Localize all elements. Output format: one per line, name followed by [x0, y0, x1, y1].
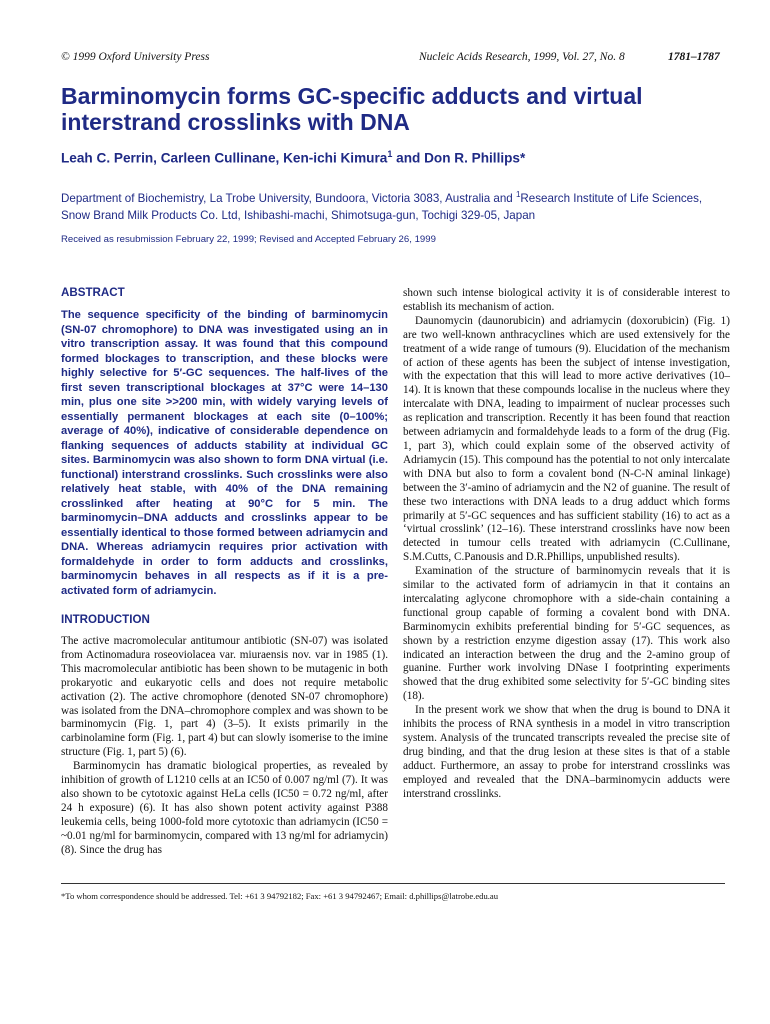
intro-paragraph-2: Barminomycin has dramatic biological properties, as revealed by inhibition of growth of L1210 cells at an IC50 of 0.007 ng/ml (7). It was also shown to be cytotoxic against HeLa cells (IC50 = 0.72 ng/ml, after 24 h exposure) (6). It has also shown potent activity against P388 leukemia cells, being 1000-fold more cytotoxic than adriamycin (IC50 = ~0.01 ng/ml for barminomycin, compared with 13 ng/ml for adriamycin) (8). Since the drug has	[61, 760, 388, 856]
right-paragraph-2: Daunomycin (daunorubicin) and adriamycin (doxorubicin) (Fig. 1) are two well-known anthracyclines which are used extensively for the treatment of a wide range of tumours (9). Elucidation of the mechanism of action of these agents has been the subject of intense investigation, with the expectation that this will lead to more active derivatives (10–14). It is known that these compounds localise in the nucleus where they intercalate with DNA, leading to impairment of nuclear processes such as replication and transcription. Recently it has been found that reaction between adriamycin and formaldehyde leads to a form of the drug (Fig. 1, part 3), which could explain some of the observed activity of Adriamycin (15). This compound has the potential to not only intercalate with DNA but also to form a covalent bond (N-C-N aminal linkage) between the 3′-amino of adriamycin and the N2 of guanine. The result of these two interactions with DNA leads to a drug adduct which forms primarily at 5′-GC sequences and has sufficient stability (16) to act as a ‘virtual crosslink’ (12–16). These interstrand crosslinks have now been detected in tumour cells treated with adriamycin (C.Cullinane, S.M.Cutts, C.Panousis and D.R.Phillips, unpublished results).	[403, 314, 730, 564]
page-range: 1781–1787	[668, 51, 720, 63]
intro-paragraph-1: The active macromolecular antitumour antibiotic (SN-07) was isolated from Actinomadura roseoviolacea var. miuraensis nov. var in 1985 (1). This macromolecular antibiotic has been shown to be mutagenic in both prokaryotic and eukaryotic cells and does not require metabolic activation (2). The active chromophore (denoted SN-07 chromophore) was isolated from the DNA–chromophore complex and was shown to be barminomycin (Fig. 1, part 4) (3–5). It exists primarily in the carbinolamine form (Fig. 1, part 4) but can slowly isomerise to the imine structure (Fig. 1, part 5) (6).	[61, 635, 388, 759]
left-column	[61, 286, 388, 858]
affiliations	[61, 186, 721, 224]
journal-citation: Nucleic Acids Research, 1999, Vol. 27, No. 8	[419, 51, 625, 63]
received-dates: Received as resubmission February 22, 1999; Revised and Accepted February 26, 1999	[61, 234, 436, 245]
introduction-heading: INTRODUCTION	[61, 613, 150, 626]
correspondence-footnote: *To whom correspondence should be addressed. Tel: +61 3 94792182; Fax: +61 3 94792467; Email: d.phillips@latrobe.edu.au	[61, 891, 499, 901]
copyright-line: © 1999 Oxford University Press	[61, 51, 210, 63]
abstract-heading: ABSTRACT	[61, 286, 125, 299]
author-list	[61, 149, 525, 166]
footnote-divider	[61, 883, 725, 884]
right-paragraph-3: Examination of the structure of barminomycin reveals that it is similar to the activated form of adriamycin in that it contains an intercalating aglycone chromophore with a side-chain containing a functional group capable of forming a covalent bond with DNA. Barminomycin exhibits preferential binding for 5′-GC sequences, as shown by a restriction enzyme digestion assay (17). This work also indicated an interaction between the drug and the 2-amino group of guanine. Further work involving DNase I footprinting experiments showed that the drug exhibited some selectivity for 5′-GC binding sites (18).	[403, 565, 730, 703]
abstract-text: The sequence specificity of the binding of barminomycin (SN-07 chromophore) to DNA was investigated using an in vitro transcription assay. It was found that this compound formed blockages to transcription, and these blocks were highly selective for 5′-GC sequences. The half-lives of the first seven transcriptional blockages at 37°C were 14–130 min, plus one site >>200 min, with widely varying levels of essentially permanent blockages at each site (0–100%; average of 40%), indicative of considerable dependence on flanking sequences of adducts stability at individual GC sites. Barminomycin was also shown to form DNA virtual (i.e. functional) interstrand crosslinks. Such crosslinks were also relatively heat stable, with 40% of the DNA remaining crosslinked after heating at 90°C for 5 min. The barminomycin–DNA adducts and crosslinks appear to be essentially identical to those formed between adriamycin and DNA. Whereas adriamycin requires prior activation with formaldehyde in order to form adducts and crosslinks, barminomycin behaves in all respects as if it is a pre-activated form of adriamycin.	[61, 309, 388, 597]
affiliation-primary: Department of Biochemistry, La Trobe University, Bundoora, Victoria 3083, Australia and	[61, 191, 516, 205]
author-names-a: Leah C. Perrin, Carleen Cullinane, Ken-ichi Kimura	[61, 150, 388, 166]
affiliation-secondary: Research Institute of Life Sciences, Snow Brand Milk Products Co. Ltd, Ishibashi-machi, Shimotsuga-gun, Tochigi 329-05, Japan	[61, 191, 703, 222]
right-paragraph-1: shown such intense biological activity it is of considerable interest to establish its mechanism of action.	[403, 287, 730, 313]
right-column	[403, 287, 730, 802]
author-names-b: and Don R. Phillips*	[392, 150, 526, 166]
author-affiliation-mark: 1	[387, 149, 393, 159]
affiliation-mark: 1	[515, 190, 521, 199]
right-paragraph-4: In the present work we show that when the drug is bound to DNA it inhibits the process of RNA synthesis in a model in vitro transcription system. Analysis of the truncated transcripts revealed the precise site of drug binding, and that the drug lesion at these sites is that of a stable adduct. Furthermore, an assay to probe for interstrand crosslinks was employed and revealed that the DNA–barminomycin adducts were interstrand crosslinks.	[403, 704, 730, 800]
article-title: Barminomycin forms GC-specific adducts and virtual interstrand crosslinks with DNA	[61, 83, 643, 135]
